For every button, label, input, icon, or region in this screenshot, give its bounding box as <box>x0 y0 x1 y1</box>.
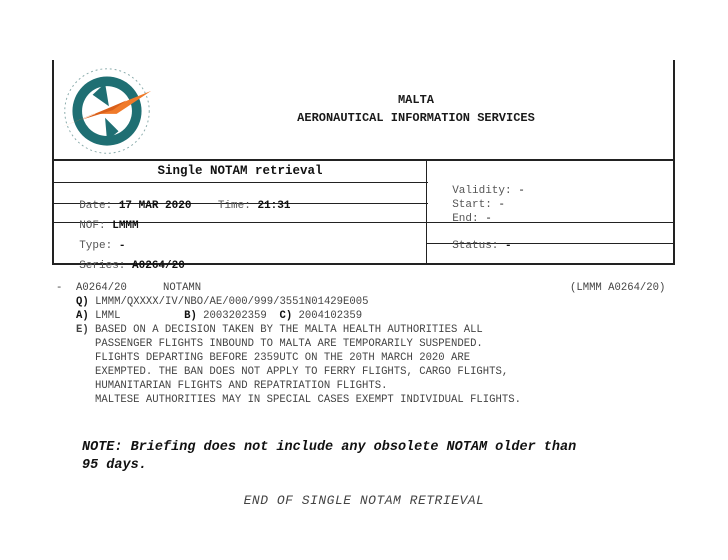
validity-value: - <box>518 185 525 197</box>
time-label: Time: <box>217 200 251 212</box>
abc-row <box>76 309 362 323</box>
date-label: Date: <box>79 200 113 212</box>
series-row <box>66 247 185 273</box>
briefing-note <box>82 439 682 475</box>
e-line-5: HUMANITARIAN FLIGHTS AND REPATRIATION FLIGHTS. <box>95 380 388 392</box>
c-value: 2004102359 <box>298 310 363 322</box>
e-line-4: EXEMPTED. THE BAN DOES NOT APPLY TO FERRY FLIGHTS, CARGO FLIGHTS, <box>95 366 509 378</box>
retrieval-title: Single NOTAM retrieval <box>157 164 323 178</box>
briefing-note-line-2: 95 days. <box>82 458 147 473</box>
q-value: LMMM/QXXXX/IV/NBO/AE/000/999/3551N01429E005 <box>95 296 369 308</box>
e-line-3: FLIGHTS DEPARTING BEFORE 2359UTC ON THE 20TH MARCH 2020 ARE <box>95 352 471 364</box>
malta-ais-logo <box>58 64 156 160</box>
e-line-6: MALTESE AUTHORITIES MAY IN SPECIAL CASES EXEMPT INDIVIDUAL FLIGHTS. <box>95 394 521 406</box>
series-label: Series: <box>79 260 126 272</box>
briefing-note-line-1: NOTE: Briefing does not include any obsolete NOTAM older than <box>82 440 577 455</box>
time-value: 21:31 <box>257 200 291 212</box>
end-label: End: <box>452 213 479 225</box>
start-value: - <box>498 199 506 211</box>
nof-bottom-rule <box>52 222 675 223</box>
start-label: Start: <box>452 199 492 211</box>
type-label: Type: <box>79 240 113 252</box>
q-row <box>76 295 368 309</box>
frame-left-border <box>52 60 54 264</box>
status-row <box>439 227 512 253</box>
end-of-retrieval: END OF SINGLE NOTAM RETRIEVAL <box>243 493 485 508</box>
e-label: E) <box>76 324 89 336</box>
end-value: - <box>485 213 492 225</box>
a-label: A) <box>76 310 89 322</box>
notam-reference: (LMMM A0264/20) <box>570 282 666 294</box>
nof-value: LMMM <box>112 220 139 232</box>
a-value: LMML <box>95 310 121 322</box>
title-bottom-rule <box>52 182 428 183</box>
b-label: B) <box>184 310 197 322</box>
q-label: Q) <box>76 296 89 308</box>
type-value: - <box>118 240 126 252</box>
e-line-1: BASED ON A DECISION TAKEN BY THE MALTA HEALTH AUTHORITIES ALL <box>95 324 483 336</box>
notam-id: A0264/20 <box>76 282 127 294</box>
b-value: 2003202359 <box>203 310 267 322</box>
status-label: Status: <box>452 240 499 252</box>
frame-right-border <box>673 60 675 264</box>
date-value: 17 MAR 2020 <box>118 200 192 212</box>
e-line-2: PASSENGER FLIGHTS INBOUND TO MALTA ARE TEMPORARILY SUSPENDED. <box>95 338 483 350</box>
notam-kind: NOTAMN <box>163 282 202 294</box>
nof-label: NOF: <box>79 220 106 232</box>
notam-dash: - <box>56 282 63 294</box>
header-service: AERONAUTICAL INFORMATION SERVICES <box>297 111 535 125</box>
end-row <box>439 200 492 226</box>
status-value: - <box>505 240 512 252</box>
header-country: MALTA <box>397 93 434 107</box>
c-label: C) <box>279 310 293 322</box>
series-value: A0264/20 <box>132 260 185 272</box>
validity-label: Validity: <box>452 185 512 197</box>
